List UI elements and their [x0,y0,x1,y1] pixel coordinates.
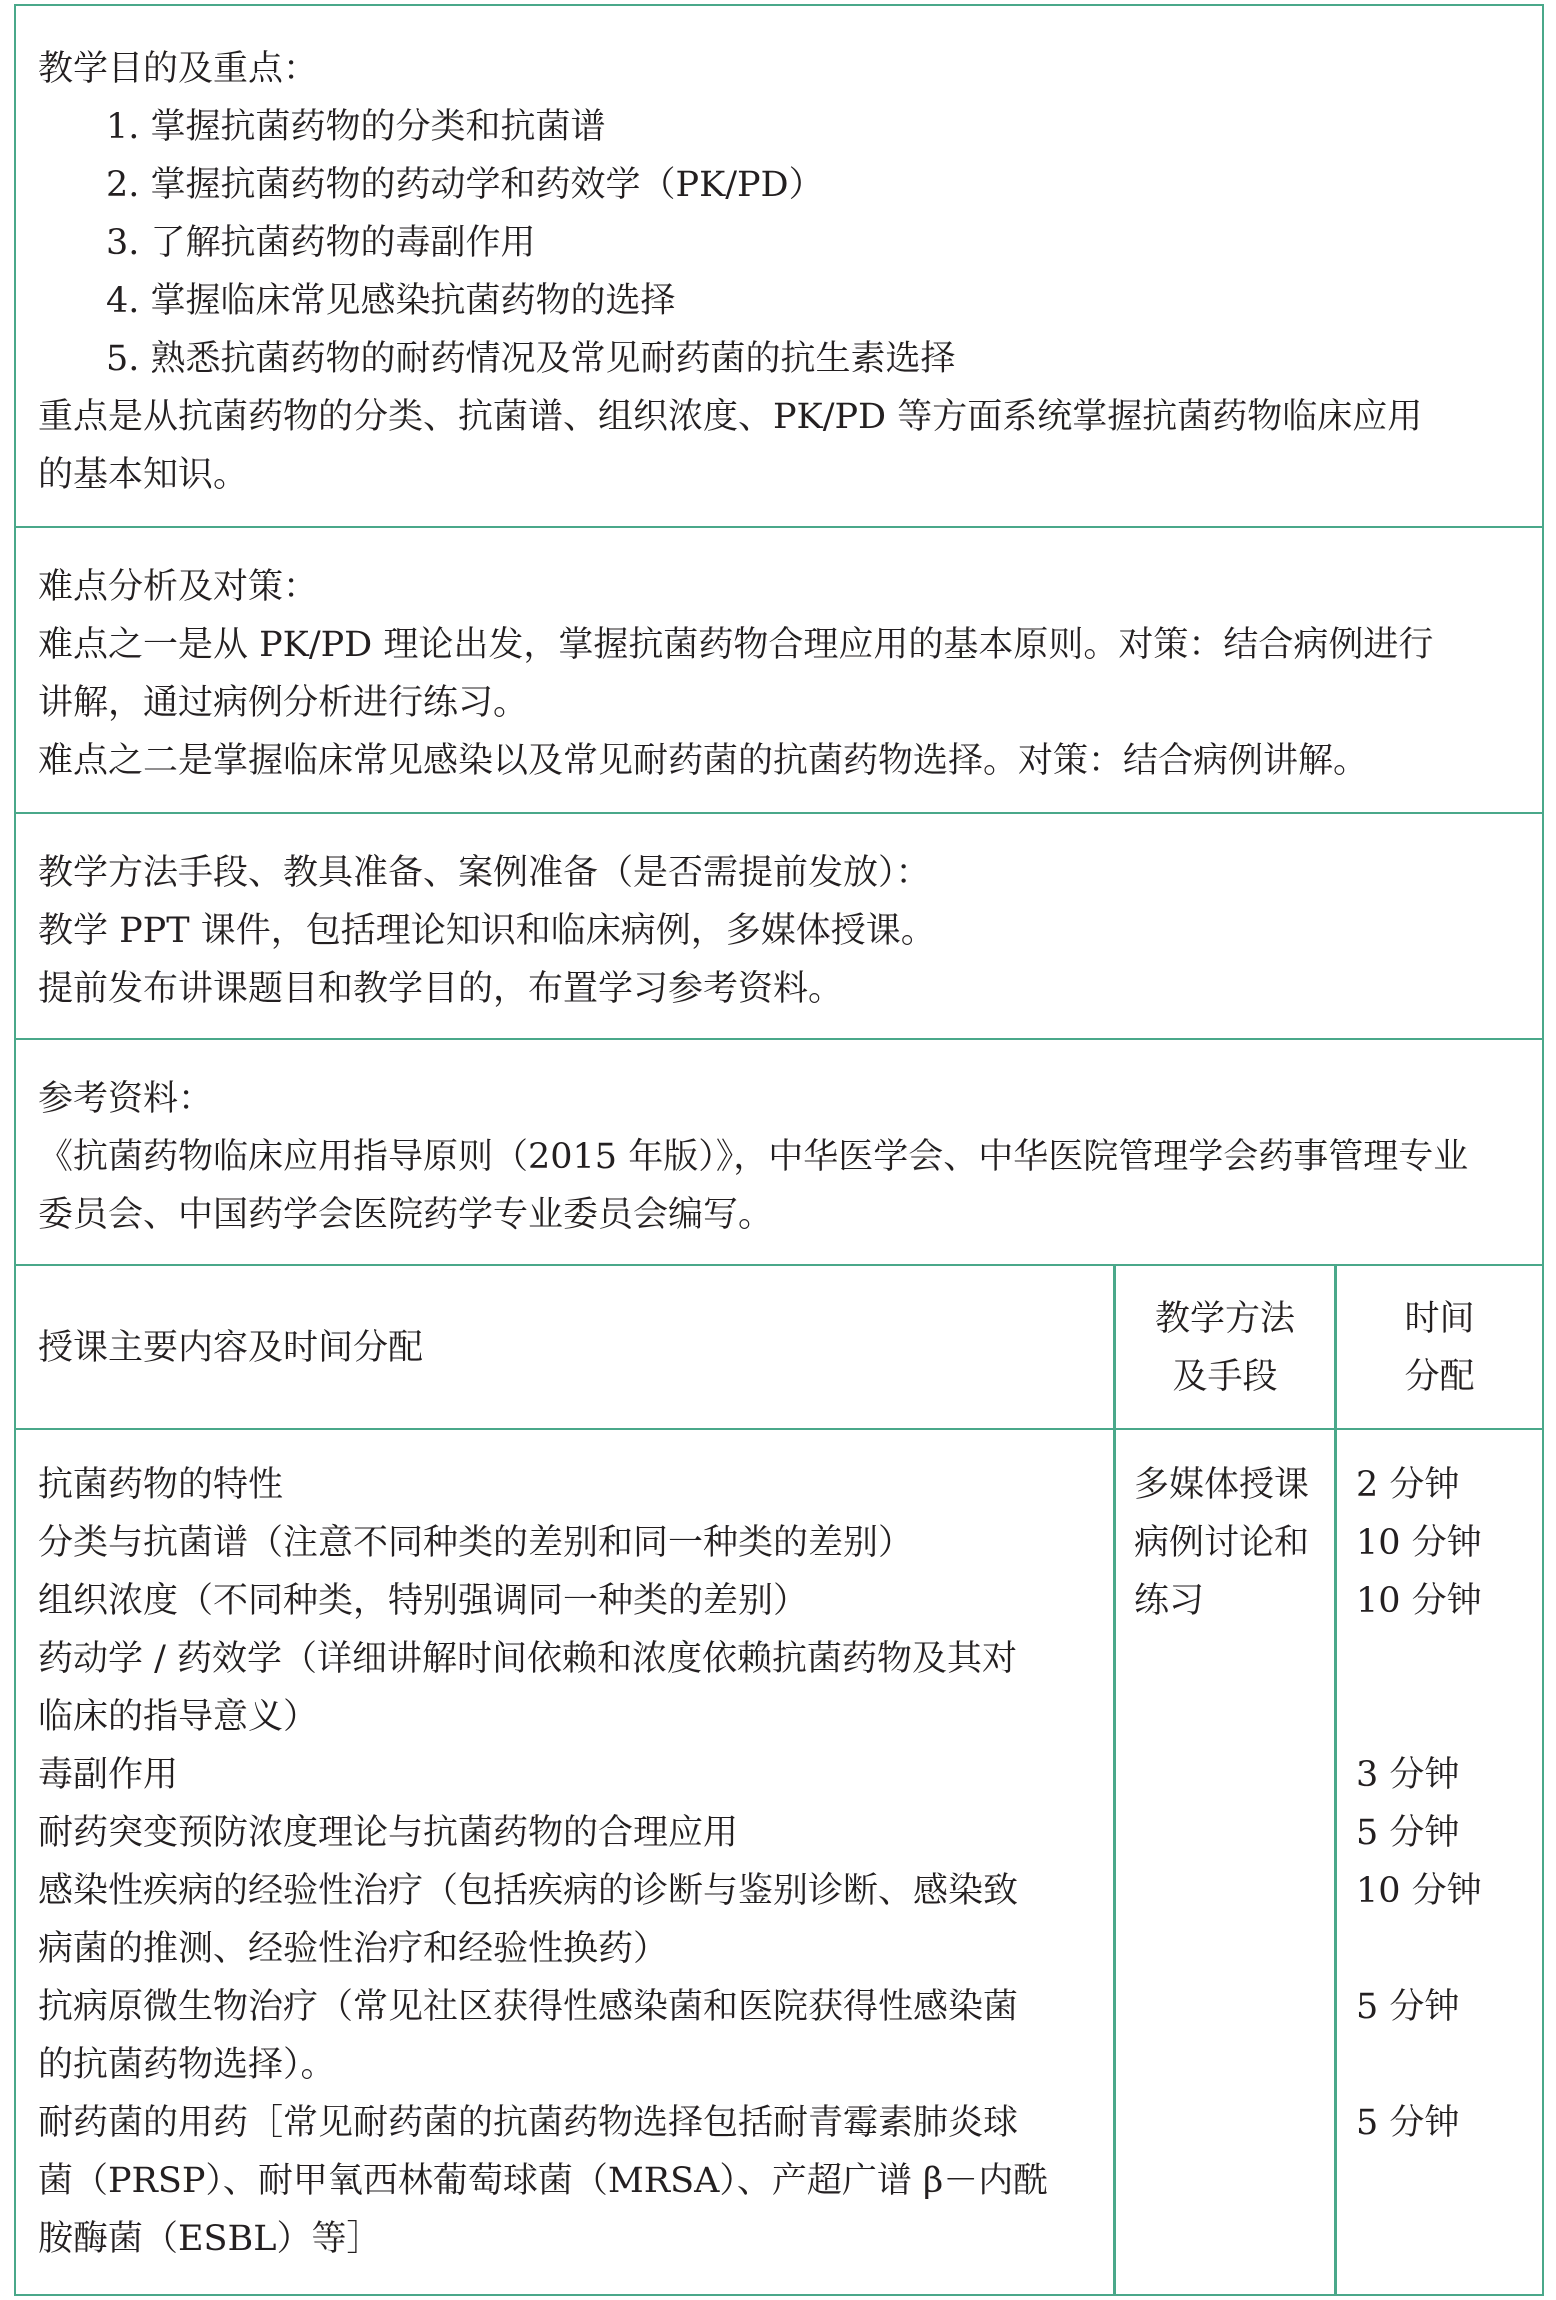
content-line: 病菌的推测、经验性治疗和经验性换药） [38,1929,669,1969]
methods-line: 教学 PPT 课件，包括理论知识和临床病例，多媒体授课。 [38,911,936,951]
schedule-header-row [16,1266,1542,1430]
objectives-summary-line: 的基本知识。 [38,455,249,495]
objective-item: 3. 了解抗菌药物的毒副作用 [106,223,536,263]
method-header-line: 教学方法 [1154,1299,1295,1339]
time-line: 3 分钟 [1356,1755,1460,1795]
difficulties-line: 难点之二是掌握临床常见感染以及常见耐药菌的抗菌药物选择。对策：结合病例讲解。 [38,741,1369,781]
difficulties-line: 讲解，通过病例分析进行练习。 [38,683,529,723]
objective-item: 4. 掌握临床常见感染抗菌药物的选择 [106,281,676,321]
objective-item: 1. 掌握抗菌药物的分类和抗菌谱 [106,107,606,147]
content-line: 临床的指导意义） [38,1697,319,1737]
time-line: 5 分钟 [1356,2103,1460,2143]
objectives-summary-line: 重点是从抗菌药物的分类、抗菌谱、组织浓度、PK/PD 等方面系统掌握抗菌药物临床应用 [38,397,1423,437]
time-line: 5 分钟 [1356,1987,1460,2027]
objectives-section [16,6,1542,528]
references-line: 委员会、中国药学会医院药学专业委员会编写。 [38,1195,774,1235]
method-line: 病例讨论和 [1134,1523,1310,1563]
content-column [38,1456,1098,2268]
content-line: 抗菌药物的特性 [38,1465,284,1505]
difficulties-heading: 难点分析及对策： [38,567,319,607]
references-section [16,1040,1542,1266]
method-header-line: 及手段 [1172,1357,1278,1397]
content-line: 组织浓度（不同种类，特别强调同一种类的差别） [38,1581,809,1621]
time-line: 10 分钟 [1356,1871,1482,1911]
objectives-heading: 教学目的及重点： [38,49,319,89]
time-line: 10 分钟 [1356,1523,1482,1563]
time-line: 5 分钟 [1356,1813,1460,1853]
column-divider [1334,1266,1337,2294]
methods-section [16,814,1542,1040]
time-line [1356,1688,1536,1746]
time-header-line: 分配 [1404,1357,1475,1397]
content-line: 菌（PRSP）、耐甲氧西林葡萄球菌（MRSA）、产超广谱 β－内酰 [38,2161,1049,2201]
content-line: 感染性疾病的经验性治疗（包括疾病的诊断与鉴别诊断、感染致 [38,1871,1019,1911]
content-line: 胺酶菌（ESBL）等］ [38,2219,382,2259]
content-line: 药动学 / 药效学（详细讲解时间依赖和浓度依赖抗菌药物及其对 [38,1639,1018,1679]
content-line: 耐药菌的用药［常见耐药菌的抗菌药物选择包括耐青霉素肺炎球 [38,2103,1019,2143]
time-line [1356,1630,1536,1688]
methods-line: 提前发布讲课题目和教学目的，布置学习参考资料。 [38,969,844,1009]
difficulties-line: 难点之一是从 PK/PD 理论出发，掌握抗菌药物合理应用的基本原则。对策：结合病例进行 [38,625,1434,665]
content-line: 耐药突变预防浓度理论与抗菌药物的合理应用 [38,1813,739,1853]
time-line [1356,2036,1536,2094]
methods-heading: 教学方法手段、教具准备、案例准备（是否需提前发放）： [38,853,931,893]
method-line: 多媒体授课 [1134,1465,1310,1505]
content-line: 的抗菌药物选择）。 [38,2045,336,2085]
difficulties-section [16,528,1542,814]
time-line [1356,1920,1536,1978]
method-column-header [1116,1266,1334,1430]
references-line: 《抗菌药物临床应用指导原则（2015 年版）》，中华医学会、中华医院管理学会药事管理专业 [38,1137,1469,1177]
time-line: 10 分钟 [1356,1581,1482,1621]
lesson-plan-table [14,4,1544,2296]
time-column-header [1337,1266,1542,1430]
column-divider [1113,1266,1116,2294]
method-column [1134,1456,1324,1630]
references-heading: 参考资料： [38,1079,214,1119]
time-line: 2 分钟 [1356,1465,1460,1505]
content-line: 分类与抗菌谱（注意不同种类的差别和同一种类的差别） [38,1523,914,1563]
time-column [1356,1456,1536,2152]
content-line: 抗病原微生物治疗（常见社区获得性感染菌和医院获得性感染菌 [38,1987,1019,2027]
objective-item: 5. 熟悉抗菌药物的耐药情况及常见耐药菌的抗生素选择 [106,339,956,379]
time-header-line: 时间 [1404,1299,1475,1339]
method-line: 练习 [1134,1581,1205,1621]
content-line: 毒副作用 [38,1755,179,1795]
content-column-header: 授课主要内容及时间分配 [38,1328,424,1368]
objective-item: 2. 掌握抗菌药物的药动学和药效学（PK/PD） [106,165,824,205]
